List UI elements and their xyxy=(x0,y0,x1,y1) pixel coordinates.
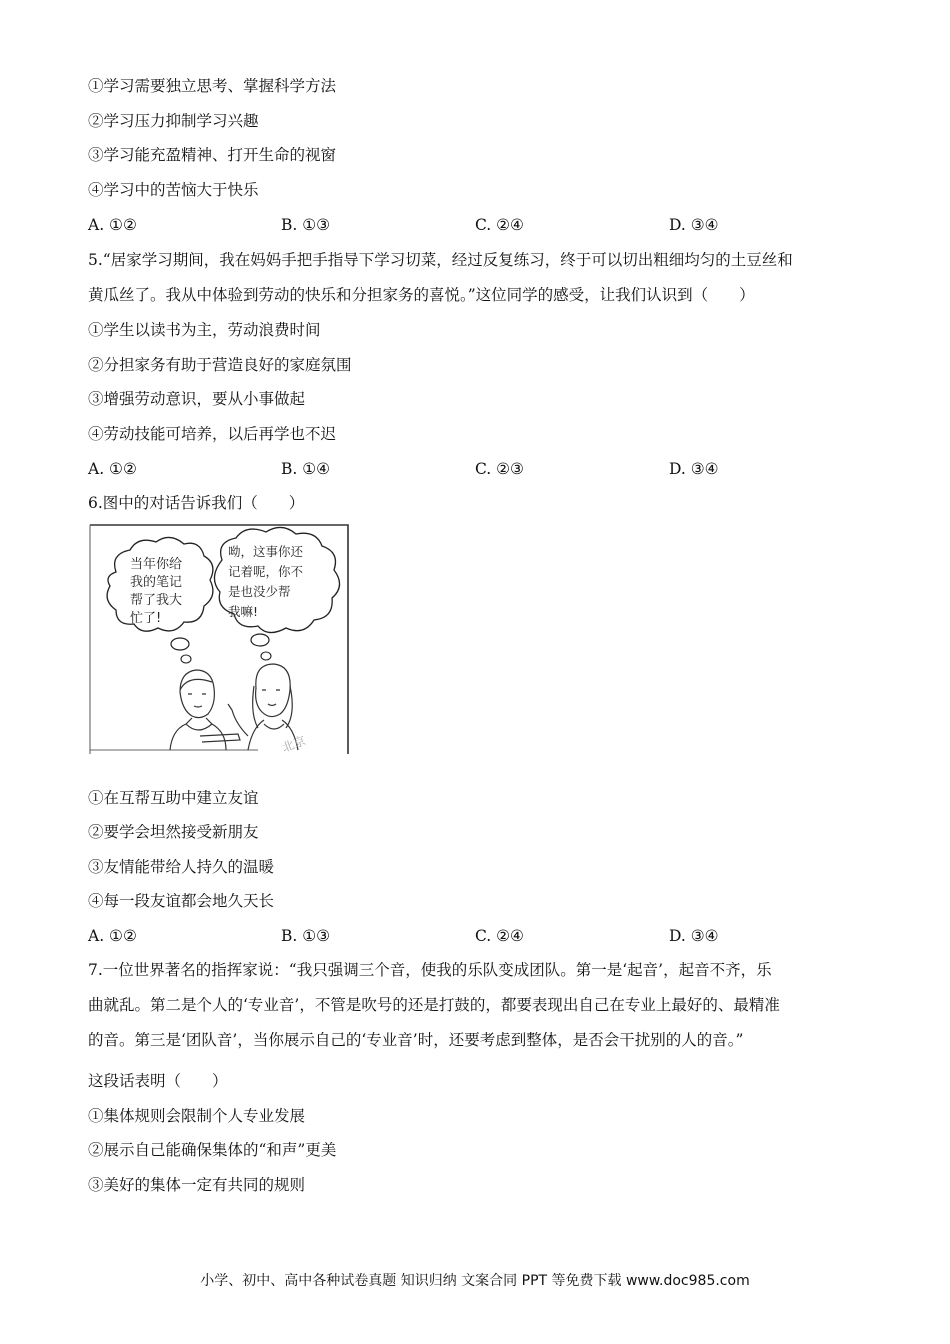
watermark-stamp: 北京 xyxy=(280,733,308,755)
q7-stem-line-4: 这段话表明（ ） xyxy=(88,1072,228,1090)
q5-stem-line-1: 5.“居家学习期间，我在妈妈手把手指导下学习切菜，经过反复练习，终于可以切出粗细均匀的土豆丝和 xyxy=(88,251,793,269)
q6-statement-1: ①在互帮互助中建立友谊 xyxy=(88,789,259,807)
q5-statement-1: ①学生以读书为主，劳动浪费时间 xyxy=(88,321,321,339)
q4-statement-3: ③学习能充盈精神、打开生命的视窗 xyxy=(88,146,337,164)
left-bubble-line-2: 我的笔记 xyxy=(130,575,183,590)
q4-option-c[interactable]: C. ②④ xyxy=(475,216,524,234)
q4-statement-2: ②学习压力抑制学习兴趣 xyxy=(88,112,259,130)
q6-cartoon xyxy=(88,524,350,756)
q5-option-d[interactable]: D. ③④ xyxy=(669,460,719,478)
q7-stem-line-1: 7.一位世界著名的指挥家说：“我只强调三个音，使我的乐队变成团队。第一是‘起音’，起音不齐，乐 xyxy=(88,961,772,979)
q5-option-b[interactable]: B. ①④ xyxy=(281,460,331,478)
right-bubble-line-4: 我嘛! xyxy=(228,604,259,619)
left-bubble-line-1: 当年你给 xyxy=(130,557,183,572)
q7-statement-3: ③美好的集体一定有共同的规则 xyxy=(88,1176,306,1194)
q4-option-b[interactable]: B. ①③ xyxy=(281,216,331,234)
q7-stem-line-2: 曲就乱。第二是个人的‘专业音’，不管是吹号的还是打鼓的，都要表现出自己在专业上最好的、最精准 xyxy=(88,996,780,1014)
q4-statement-1: ①学习需要独立思考、掌握科学方法 xyxy=(88,77,337,95)
q4-options xyxy=(88,215,868,235)
right-bubble-line-1: 呦，这事你还 xyxy=(228,544,304,559)
q5-statement-4: ④劳动技能可培养，以后再学也不迟 xyxy=(88,425,337,443)
right-bubble-line-2: 记着呢，你不 xyxy=(228,564,304,579)
left-bubble-line-3: 帮了我大 xyxy=(130,593,183,608)
q4-option-a[interactable]: A. ①② xyxy=(88,216,137,234)
right-bubble-line-3: 是也没少帮 xyxy=(228,584,291,599)
page-footer: 小学、初中、高中各种试卷真题 知识归纳 文案合同 PPT 等免费下载 www.doc985.com xyxy=(200,1273,750,1289)
q4-option-d[interactable]: D. ③④ xyxy=(669,216,719,234)
q5-stem-line-2: 黄瓜丝了。我从中体验到劳动的快乐和分担家务的喜悦。”这位同学的感受，让我们认识到（ ） xyxy=(88,286,755,304)
q6-options xyxy=(88,926,868,946)
q6-statement-4: ④每一段友谊都会地久天长 xyxy=(88,892,275,910)
cartoon-drawing xyxy=(88,524,350,756)
q6-statement-3: ③友情能带给人持久的温暖 xyxy=(88,858,275,876)
q5-option-a[interactable]: A. ①② xyxy=(88,460,137,478)
q6-statement-2: ②要学会坦然接受新朋友 xyxy=(88,823,259,841)
left-bubble-line-4: 忙了! xyxy=(130,611,162,626)
q6-option-a[interactable]: A. ①② xyxy=(88,927,137,945)
q6-option-c[interactable]: C. ②④ xyxy=(475,927,524,945)
q5-option-c[interactable]: C. ②③ xyxy=(475,460,524,478)
q6-stem: 6.图中的对话告诉我们（ ） xyxy=(88,494,305,512)
q5-options xyxy=(88,459,868,479)
q7-statement-2: ②展示自己能确保集体的“和声”更美 xyxy=(88,1141,337,1159)
q5-statement-2: ②分担家务有助于营造良好的家庭氛围 xyxy=(88,356,352,374)
q6-option-d[interactable]: D. ③④ xyxy=(669,927,719,945)
q4-statement-4: ④学习中的苦恼大于快乐 xyxy=(88,181,259,199)
left-person xyxy=(170,670,240,750)
q7-statement-1: ①集体规则会限制个人专业发展 xyxy=(88,1107,306,1125)
q7-stem-line-3: 的音。第三是‘团队音’，当你展示自己的‘专业音’时，还要考虑到整体，是否会干扰别的人的音。” xyxy=(88,1031,744,1049)
q6-option-b[interactable]: B. ①③ xyxy=(281,927,331,945)
q5-statement-3: ③增强劳动意识，要从小事做起 xyxy=(88,390,306,408)
